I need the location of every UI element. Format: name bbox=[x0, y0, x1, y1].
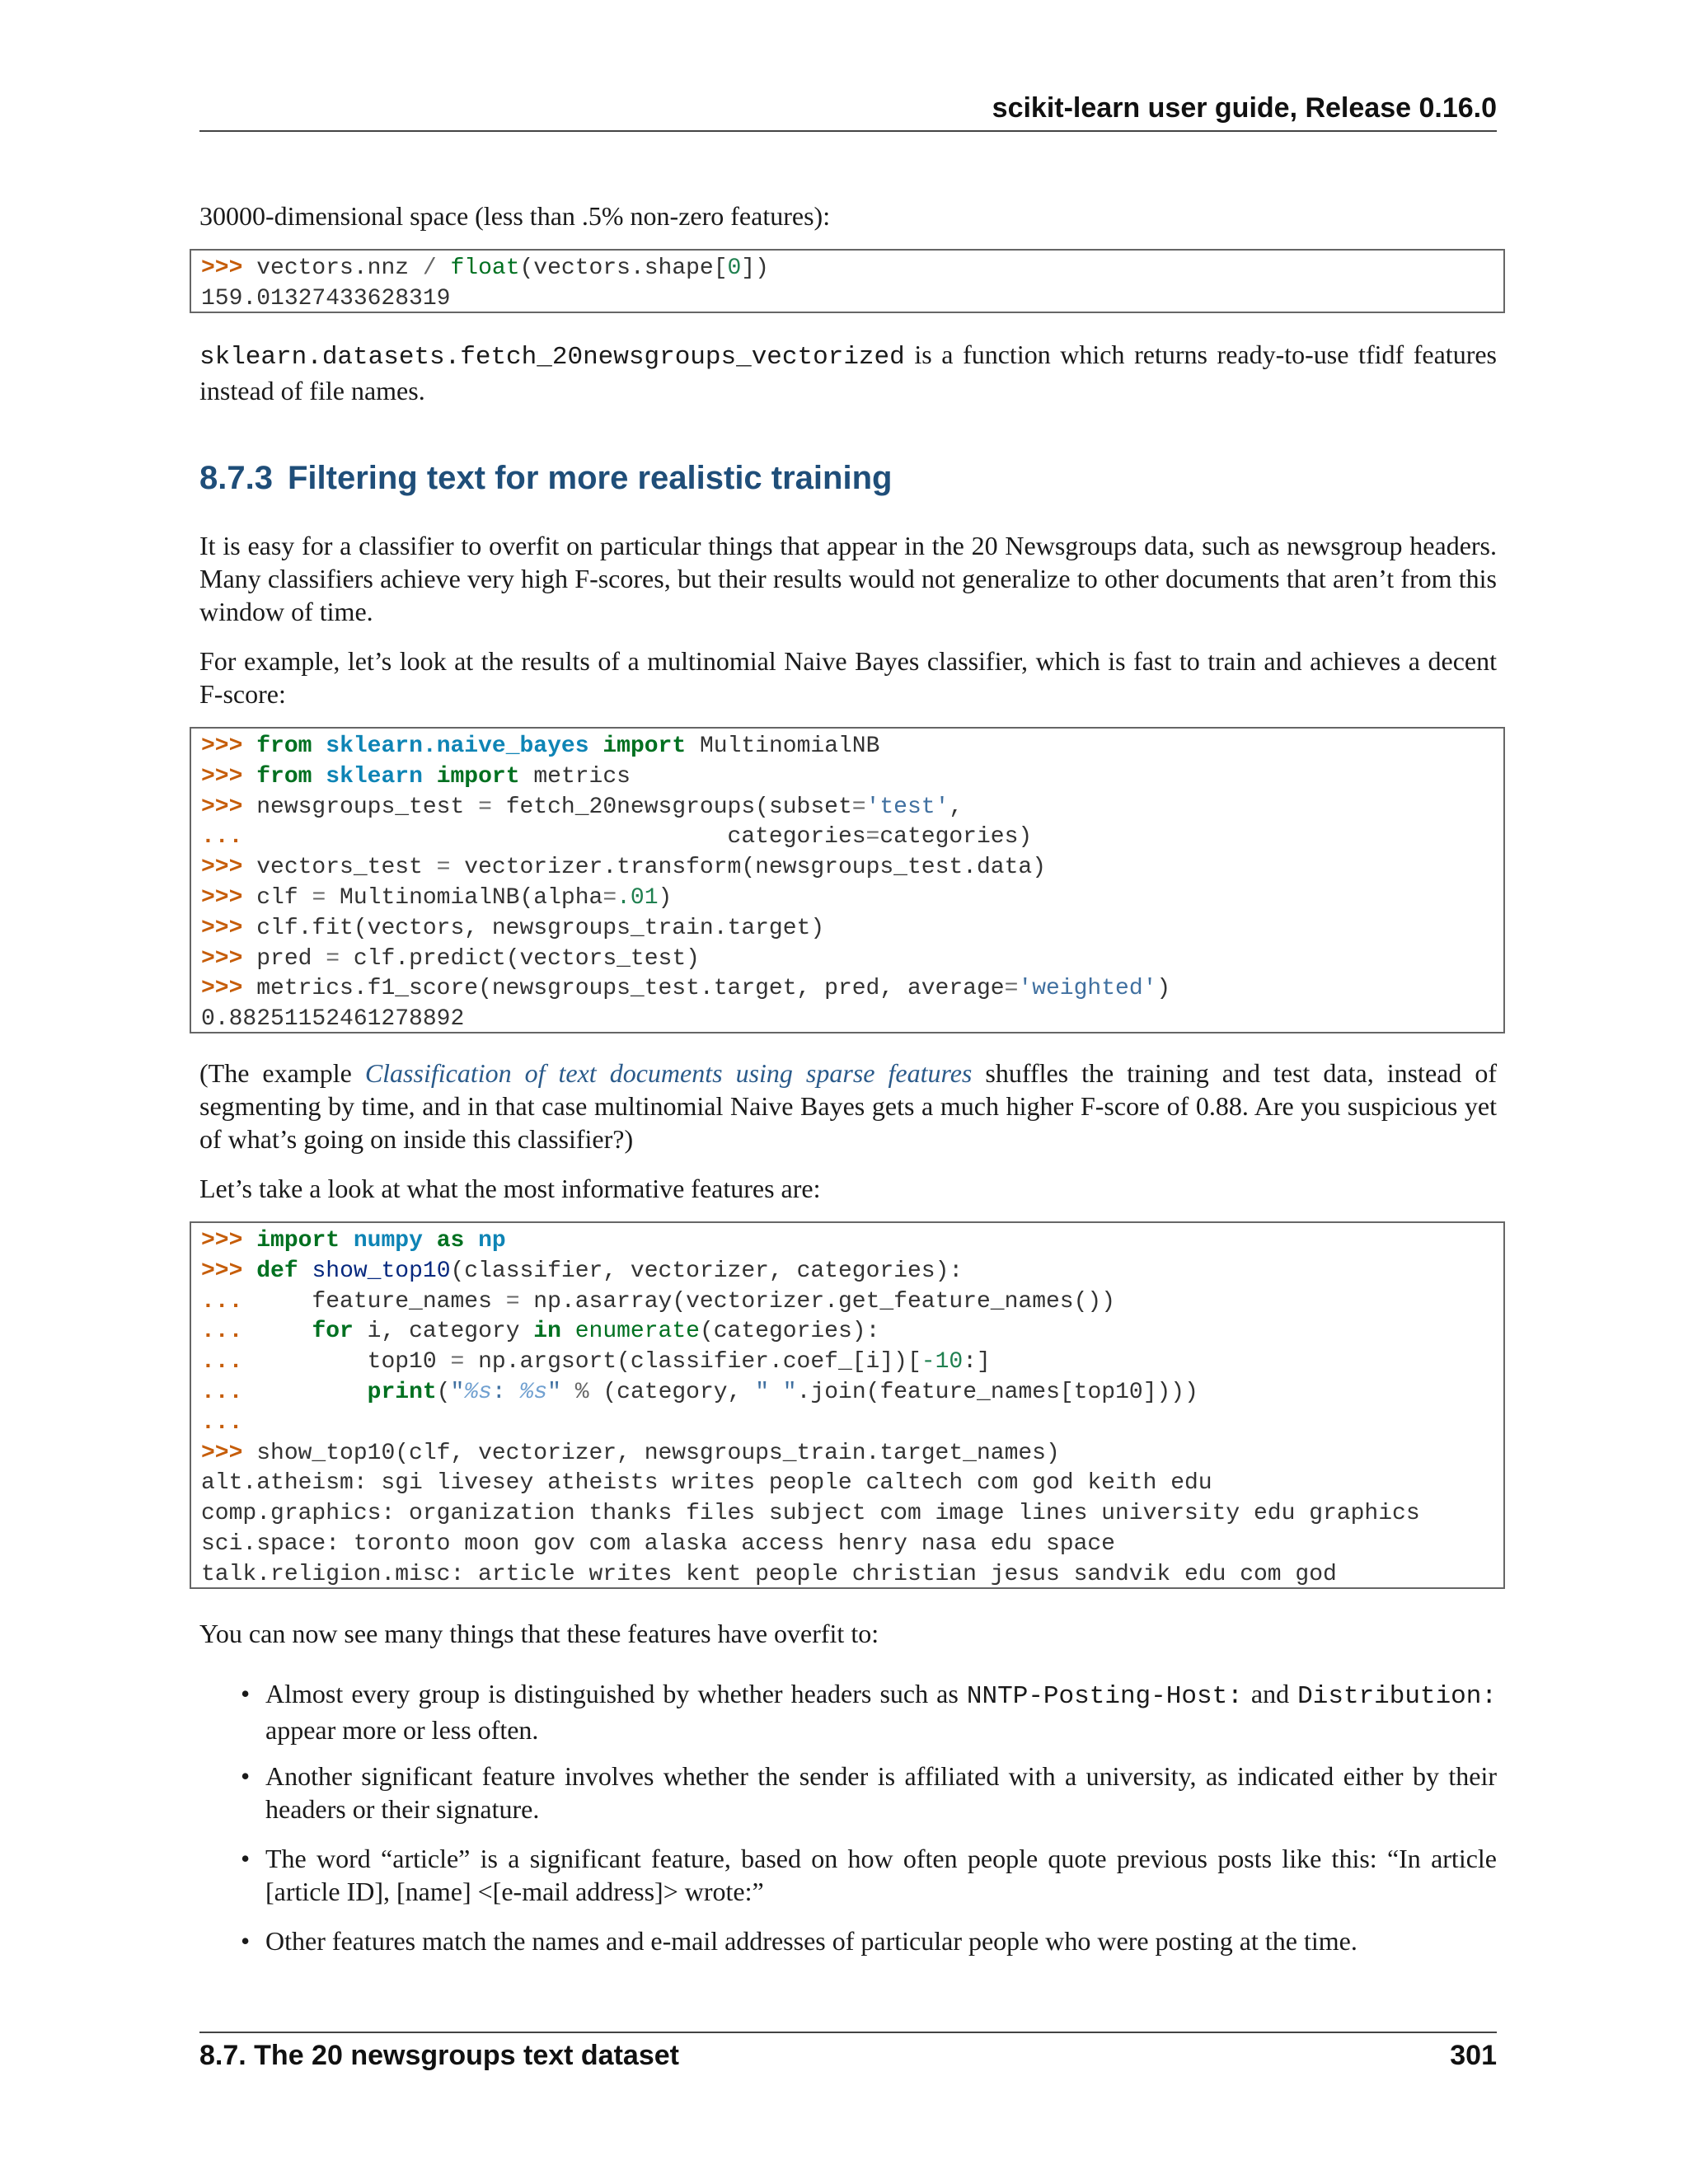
bullet-marker: • bbox=[241, 1926, 251, 1956]
running-header: scikit-learn user guide, Release 0.16.0 bbox=[992, 92, 1497, 124]
footer-rule bbox=[199, 2032, 1497, 2033]
paragraph-classification-note: (The example Classification of text documents using sparse features shuffles the training and test data, instead of segmenting by time, and in that case multinomial Naive Bayes gets a much higher F-score of 0.88. Are you suspicious yet of what’s going on inside this classifier?) bbox=[199, 1058, 1498, 1154]
paragraph-overfit-list-intro: You can now see many things that these features have overfit to: bbox=[199, 1619, 879, 1648]
code-block-nnz bbox=[190, 249, 1505, 313]
code-line: >>> clf.fit(vectors, newsgroups_train.target) bbox=[201, 915, 825, 941]
code-line: >>> import numpy as np bbox=[201, 1228, 506, 1254]
code-output: talk.religion.misc: article writes kent people christian jesus sandvik edu com god bbox=[201, 1561, 1337, 1587]
code-line: >>> metrics.f1_score(newsgroups_test.target, pred, average='weighted') bbox=[201, 976, 1171, 1002]
inline-code: NNTP-Posting-Host: bbox=[966, 1682, 1243, 1711]
code-output: 159.01327433628319 bbox=[201, 285, 451, 312]
header-rule bbox=[199, 130, 1497, 132]
running-footer bbox=[199, 2040, 1497, 2072]
code-output: alt.atheism: sgi livesey atheists writes people caltech com god keith edu bbox=[201, 1470, 1212, 1497]
code-line: ... print("%s: %s" % (category, " ".join(feature_names[top10]))) bbox=[201, 1379, 1198, 1405]
code-output: sci.space: toronto moon gov com alaska access henry nasa edu space bbox=[201, 1530, 1115, 1557]
paragraph-intro: 30000-dimensional space (less than .5% non-zero features): bbox=[199, 201, 831, 231]
bullet-marker: • bbox=[241, 1761, 251, 1791]
list-item: • Another significant feature involves whether the sender is affiliated with a university, as indicated either by their headers or their signature. bbox=[241, 1761, 1497, 1824]
code-line: >>> def show_top10(classifier, vectorizer, categories): bbox=[201, 1258, 964, 1284]
classification-example-link[interactable]: Classification of text documents using sparse features bbox=[364, 1058, 973, 1088]
code-line: >>> from sklearn.naive_bayes import MultinomialNB bbox=[201, 733, 880, 759]
paragraph-example: For example, let’s look at the results of a multinomial Naive Bayes classifier, which is fast to train and achieves a decent F-score: bbox=[199, 646, 1497, 709]
code-line: >>> pred = clf.predict(vectors_test) bbox=[201, 945, 700, 972]
code-output: comp.graphics: organization thanks files subject com image lines university edu graphics bbox=[201, 1501, 1420, 1527]
code-line: >>> newsgroups_test = fetch_20newsgroups(subset='test', bbox=[201, 794, 964, 820]
code-block-naive-bayes bbox=[190, 727, 1505, 1033]
code-line: ... bbox=[201, 1409, 243, 1436]
code-output: 0.88251152461278892 bbox=[201, 1006, 465, 1033]
code-line: ... feature_names = np.asarray(vectorizer.get_feature_names()) bbox=[201, 1288, 1116, 1315]
list-item: • The word “article” is a significant feature, based on how often people quote previous posts like this: “In article [article ID], [name] <[e-mail address]> wrote:” bbox=[241, 1844, 1497, 1906]
paragraph-informative: Let’s take a look at what the most informative features are: bbox=[199, 1174, 821, 1203]
inline-code: sklearn.datasets.fetch_20newsgroups_vectorized bbox=[199, 343, 905, 372]
code-line: >>> vectors_test = vectorizer.transform(newsgroups_test.data) bbox=[201, 855, 1047, 881]
bullet-marker: • bbox=[241, 1844, 251, 1873]
code-line: ... for i, category in enumerate(categories): bbox=[201, 1319, 880, 1345]
paragraph-overfit: It is easy for a classifier to overfit on particular things that appear in the 20 Newsgroups data, such as newsgroup headers. Many classifiers achieve very high F-scores, but their results would not generalize to other documents that aren’t from this window of time. bbox=[199, 531, 1497, 626]
list-item: • Almost every group is distinguished by whether headers such as NNTP-Posting-Host: and Distribution: appear more or less often. bbox=[241, 1679, 1497, 1745]
paragraph-vectorized: sklearn.datasets.fetch_20newsgroups_vectorized is a function which returns ready-to-use tfidf features instead of file names. bbox=[199, 340, 1497, 405]
code-block-top10 bbox=[190, 1221, 1505, 1589]
code-line: ... categories=categories) bbox=[201, 824, 1033, 851]
code-line: ... top10 = np.argsort(classifier.coef_[i])[-10:] bbox=[201, 1349, 991, 1376]
footer-section: 8.7. The 20 newsgroups text dataset bbox=[199, 2040, 679, 2071]
page-number: 301 bbox=[1450, 2040, 1497, 2071]
bullet-marker: • bbox=[241, 1679, 251, 1708]
list-item: • Other features match the names and e-mail addresses of particular people who were posting at the time. bbox=[241, 1926, 1357, 1956]
code-line: >>> vectors.nnz / float(vectors.shape[0]) bbox=[201, 255, 769, 281]
code-line: >>> show_top10(clf, vectorizer, newsgroups_train.target_names) bbox=[201, 1440, 1060, 1466]
inline-code: Distribution: bbox=[1297, 1682, 1497, 1711]
section-heading: 8.7.3 Filtering text for more realistic training bbox=[199, 460, 893, 496]
code-line: >>> from sklearn import metrics bbox=[201, 763, 631, 790]
code-line: >>> clf = MultinomialNB(alpha=.01) bbox=[201, 884, 673, 911]
